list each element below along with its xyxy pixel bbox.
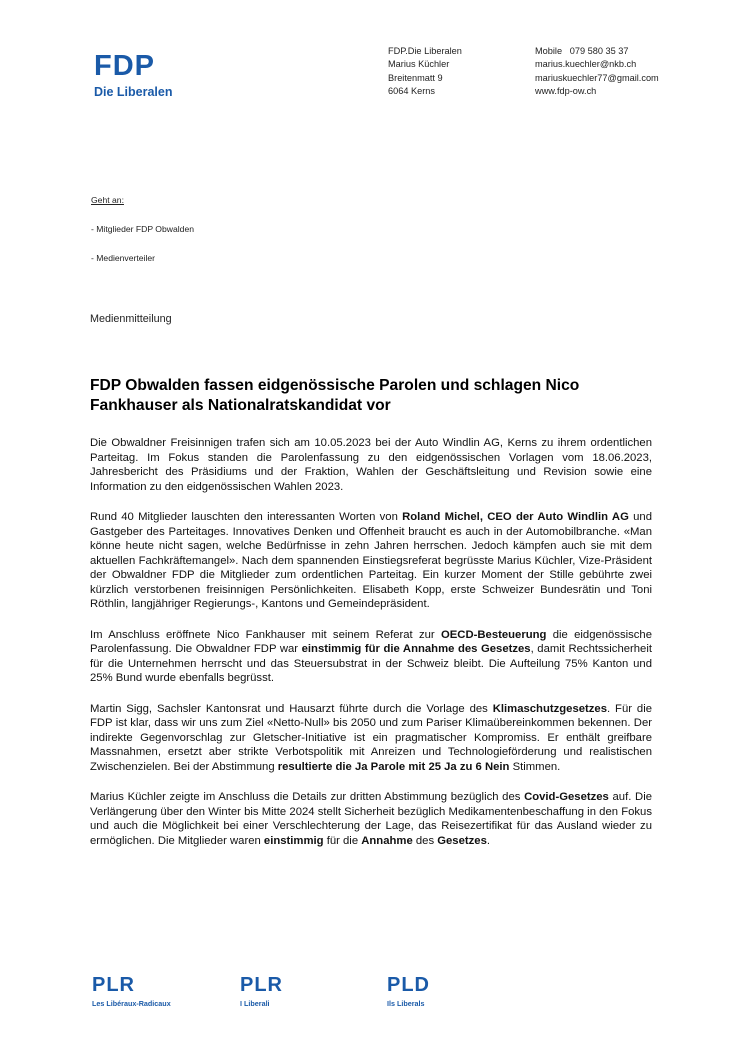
sender-website: www.fdp-ow.ch: [535, 85, 597, 96]
sender-email-work: marius.kuechler@nkb.ch: [535, 59, 637, 70]
sender-address: [388, 45, 462, 98]
sender-contact: [535, 45, 659, 98]
footer-logo-plr-fr: PLR Les Libéraux-Radicaux: [92, 974, 171, 1008]
sender-org: FDP.Die Liberalen: [388, 46, 462, 56]
body-text: [90, 436, 652, 864]
sender-name: Marius Küchler: [388, 59, 450, 70]
sender-city: 6064 Kerns: [388, 85, 435, 96]
paragraph: Rund 40 Mitglieder lauschten den interessanten Worten von Roland Michel, CEO der Auto Windlin AG und Gastgeber des Parteitages. Innovatives Denken und Offenheit braucht es auch in der Automobilbranche. «Man könne heute nicht sagen, welche Bedürfnisse in zehn Jahren herrschen. Jedoch kämpfen auch sie mit dem aktuellen Fachkräftemangel». Nach dem spannenden Einstiegsreferat begrüsste Marius Küchler, Vize-Präsident der Obwaldner FDP die Mitglieder zum ordentlichen Parteitag. Ein kurzer Moment der Stille gebührte zwei kürzlich verstorbenen freisinnigen Persönlichkeiten. Elisabeth Kopp, erste Schweizer Bundesrätin und Toni Röthlin, langjähriger Regierungs-, Kantons und Gemeindepräsident.: [90, 511, 652, 610]
paragraph: Im Anschluss eröffnete Nico Fankhauser mit seinem Referat zur OECD-Besteuerung die eidgenössische Parolenfassung. Die Obwaldner FDP war einstimmig für die Annahme des Gesetzes, damit Rechtssicherheit für die Unternehmen herrscht und das Steuersubstrat in der Schweiz bleibt. Die Aufteilung 75% Kanton und 25% Bund wurde ebenfalls begrüsst.: [90, 628, 652, 684]
recipient-item: - Medienverteiler: [91, 253, 155, 263]
logo-wordmark: FDP: [94, 50, 155, 82]
sender-email-private: mariuskuechler77@gmail.com: [535, 72, 659, 83]
document-type: Medienmitteilung: [90, 313, 172, 325]
paragraph: Die Obwaldner Freisinnigen trafen sich am 10.05.2023 bei der Auto Windlin AG, Kerns zu ihrem ordentlichen Parteitag. Im Fokus standen die Parolenfassung zu den eidgenössischen Vorlagen vom 18.06.2023, Jahresbericht des Präsidiums und der Fraktion, Wahlen der Geschäftsleitung und Revision sowie eine Information zu den eidgenössischen Wahlen 2023.: [90, 437, 652, 493]
footer-logo-plr-it: PLR I Liberali: [240, 974, 283, 1008]
headline: FDP Obwalden fassen eidgenössische Parolen und schlagen Nico Fankhauser als Nationalratskandidat vor: [90, 377, 580, 414]
sender-street: Breitenmatt 9: [388, 72, 443, 83]
paragraph: Marius Küchler zeigte im Anschluss die Details zur dritten Abstimmung bezüglich des Covid-Gesetzes auf. Die Verlängerung über den Winter bis Mitte 2024 stellt Sicherheit bezüglich Medikamentenbeschaffung in den Fokus und auch die Möglichkeit bei einer Verschlechterung der Lage, das Reisezertifikat für das Ausland wieder zu ermöglichen. Die Mitglieder waren einstimmig für die Annahme des Gesetzes.: [90, 791, 652, 847]
recipients-label: Geht an:: [91, 195, 124, 205]
sender-mobile: Mobile 079 580 35 37: [535, 46, 629, 56]
footer-logo-pld-rm: PLD Ils Liberals: [387, 974, 430, 1008]
logo-subtitle: Die Liberalen: [94, 85, 173, 99]
paragraph: Martin Sigg, Sachsler Kantonsrat und Hausarzt führte durch die Vorlage des Klimaschutzgesetzes. Für die FDP ist klar, dass wir uns zum Ziel «Netto-Null» bis 2050 und zum Pariser Klimaübereinkommen bekennen. Der indirekte Gegenvorschlag zur Gletscher-Initiative ist ein pragmatischer Kompromiss. Er enthält greifbare Massnahmen, ersetzt aber strikte Verbotspolitik mit Anreizen und Technologieförderung und realistischen Zwischenzielen. Bei der Abstimmung resultierte die Ja Parole mit 25 Ja zu 6 Nein Stimmen.: [90, 702, 652, 773]
fdp-logo: [94, 52, 173, 99]
recipient-item: - Mitglieder FDP Obwalden: [91, 224, 195, 234]
